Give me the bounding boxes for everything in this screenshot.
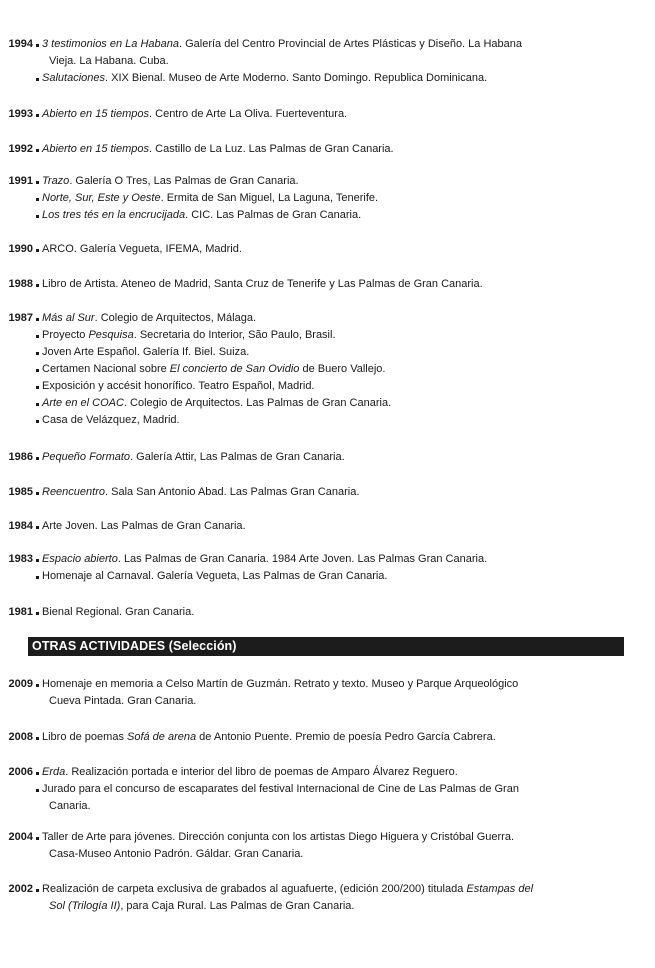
entry-item	[35, 395, 633, 412]
entry-item	[35, 207, 633, 224]
entry-year: 2004	[8, 831, 33, 843]
entry-year: 1983	[8, 553, 33, 565]
entry-item	[35, 141, 633, 158]
entry-items	[35, 551, 655, 585]
entry-year: 1988	[8, 278, 33, 290]
entry-items	[35, 604, 655, 621]
entry-year: 1986	[8, 451, 33, 463]
timeline-entry	[0, 518, 655, 535]
entry-item	[35, 676, 633, 710]
text-run: . CIC. Las Palmas de Gran Canaria.	[185, 209, 362, 221]
italic-title: Norte, Sur, Este y Oeste	[42, 192, 161, 204]
timeline-entry	[0, 764, 655, 815]
entry-items	[35, 173, 655, 224]
text-run: . Galería O Tres, Las Palmas de Gran Canaria.	[69, 175, 299, 187]
entry-items	[35, 729, 655, 746]
entry-item-continuation: Canaria.	[49, 800, 91, 812]
entry-year: 1981	[8, 606, 33, 618]
italic-title: Pequeño Formato	[42, 451, 131, 463]
entry-year: 1987	[8, 312, 33, 324]
text-run: ARCO. Galería Vegueta, IFEMA, Madrid.	[42, 243, 242, 255]
entry-items	[35, 518, 655, 535]
entry-item	[35, 276, 633, 293]
entry-year: 1991	[8, 175, 33, 187]
text-run: . Castillo de La Luz. Las Palmas de Gran Canaria.	[149, 143, 394, 155]
timeline-entry	[0, 729, 655, 746]
timeline-entry	[0, 36, 655, 87]
timeline-entry	[0, 829, 655, 863]
entry-items	[35, 310, 655, 429]
italic-title: Espacio abierto	[42, 553, 118, 565]
entry-item	[35, 70, 633, 87]
text-run: Libro de Artista. Ateneo de Madrid, Santa Cruz de Tenerife y Las Palmas de Gran Canaria.	[42, 278, 483, 290]
entry-year: 1984	[8, 520, 33, 532]
text-run: . Colegio de Arquitectos, Málaga.	[94, 312, 257, 324]
entry-item	[35, 781, 633, 815]
text-run: Proyecto	[42, 329, 89, 341]
text-run: . Sala San Antonio Abad. Las Palmas Gran Canaria.	[105, 486, 360, 498]
entry-item	[35, 829, 633, 863]
timeline-entry	[0, 106, 655, 123]
italic-title: Más al Sur	[42, 312, 95, 324]
entry-item	[35, 484, 633, 501]
entry-item-continuation	[42, 898, 633, 915]
italic-title: Sol (Trilogía II)	[49, 900, 121, 912]
timeline-entry	[0, 551, 655, 585]
text-run: , para Caja Rural. Las Palmas de Gran Canaria.	[120, 900, 355, 912]
entry-item	[35, 449, 633, 466]
entry-year: 1992	[8, 143, 33, 155]
entry-year: 1993	[8, 108, 33, 120]
entry-items	[35, 276, 655, 293]
timeline-entry	[0, 881, 655, 915]
italic-title: Trazo	[42, 175, 70, 187]
entry-item	[35, 361, 633, 378]
italic-title: 3 testimonios en La Habana	[42, 38, 179, 50]
text-run: Casa de Velázquez, Madrid.	[42, 414, 180, 426]
entry-item	[35, 327, 633, 344]
entry-year: 2006	[8, 766, 33, 778]
entry-item	[35, 310, 633, 327]
entry-year: 1990	[8, 243, 33, 255]
entry-year: 1994	[8, 38, 33, 50]
entry-items	[35, 141, 655, 158]
text-run: . Centro de Arte La Oliva. Fuerteventura.	[149, 108, 348, 120]
section-heading: OTRAS ACTIVIDADES (Selección)	[28, 637, 624, 656]
italic-title: Los tres tés en la encrucijada	[42, 209, 186, 221]
entry-year: 1985	[8, 486, 33, 498]
entry-item	[35, 412, 633, 429]
entry-item	[35, 881, 633, 915]
text-run: Joven Arte Español. Galería If. Biel. Suiza.	[42, 346, 250, 358]
entry-item	[35, 190, 633, 207]
entry-item	[35, 173, 633, 190]
timeline-entry	[0, 310, 655, 429]
entry-item	[35, 518, 633, 535]
entry-item-continuation: Cueva Pintada. Gran Canaria.	[49, 695, 197, 707]
text-run: Homenaje en memoria a Celso Martín de Guzmán. Retrato y texto. Museo y Parque Arqueológico	[42, 678, 519, 690]
text-run: Jurado para el concurso de escaparates del festival Internacional de Cine de Las Palmas de Gran	[42, 783, 519, 795]
italic-title: Abierto en 15 tiempos	[42, 143, 150, 155]
italic-title: Arte en el COAC	[42, 397, 124, 409]
text-run: Certamen Nacional sobre	[42, 363, 170, 375]
italic-title: Abierto en 15 tiempos	[42, 108, 150, 120]
italic-title: Sofá de arena	[127, 731, 197, 743]
entry-item	[35, 344, 633, 361]
text-run: . Ermita de San Miguel, La Laguna, Tenerife.	[160, 192, 379, 204]
entry-item-continuation: Casa-Museo Antonio Padrón. Gáldar. Gran Canaria.	[49, 848, 304, 860]
entry-items	[35, 829, 655, 863]
entry-items	[35, 36, 655, 87]
entry-items	[35, 241, 655, 258]
italic-title: Pesquisa	[88, 329, 134, 341]
timeline-entry	[0, 484, 655, 501]
entry-item	[35, 241, 633, 258]
text-run: Taller de Arte para jóvenes. Dirección conjunta con los artistas Diego Higuera y Cristóbal Guerra.	[42, 831, 515, 843]
entry-items	[35, 106, 655, 123]
text-run: Exposición y accésit honorífico. Teatro Español, Madrid.	[42, 380, 315, 392]
entry-item	[35, 604, 633, 621]
text-run: . XIX Bienal. Museo de Arte Moderno. Santo Domingo. Republica Dominicana.	[105, 72, 488, 84]
text-run: . Colegio de Arquitectos. Las Palmas de Gran Canaria.	[123, 397, 392, 409]
entry-items	[35, 449, 655, 466]
text-run: . Realización portada e interior del libro de poemas de Amparo Álvarez Reguero.	[65, 766, 458, 778]
text-run: . Secretaria do Interior, São Paulo, Brasil.	[133, 329, 336, 341]
timeline-entry	[0, 676, 655, 710]
timeline-entry	[0, 241, 655, 258]
timeline-entry	[0, 449, 655, 466]
text-run: Arte Joven. Las Palmas de Gran Canaria.	[42, 520, 246, 532]
timeline-entry	[0, 604, 655, 621]
italic-title: Reencuentro	[42, 486, 105, 498]
text-run: de Buero Vallejo.	[299, 363, 386, 375]
entry-item	[35, 378, 633, 395]
text-run: Realización de carpeta exclusiva de grabados al aguafuerte, (edición 200/200) titulada	[42, 883, 467, 895]
text-run: . Las Palmas de Gran Canaria. 1984 Arte Joven. Las Palmas Gran Canaria.	[117, 553, 488, 565]
entry-items	[35, 881, 655, 915]
text-run: . Galería del Centro Provincial de Artes Plásticas y Diseño. La Habana	[178, 38, 522, 50]
text-run: Libro de poemas	[42, 731, 127, 743]
italic-title: Estampas del	[466, 883, 534, 895]
entry-item	[35, 551, 633, 568]
entry-year: 2002	[8, 883, 33, 895]
entry-item	[35, 106, 633, 123]
text-run: de Antonio Puente. Premio de poesía Pedro García Cabrera.	[196, 731, 496, 743]
entry-items	[35, 676, 655, 710]
italic-title: El concierto de San Ovidio	[169, 363, 300, 375]
entry-year: 2008	[8, 731, 33, 743]
entry-item-continuation: Vieja. La Habana. Cuba.	[49, 55, 169, 67]
text-run: . Galería Attir, Las Palmas de Gran Canaria.	[130, 451, 345, 463]
italic-title: Erda	[42, 766, 66, 778]
timeline-entry	[0, 276, 655, 293]
entry-item	[35, 568, 633, 585]
entry-item	[35, 36, 633, 70]
entry-items	[35, 764, 655, 815]
text-run: Homenaje al Carnaval. Galería Vegueta, Las Palmas de Gran Canaria.	[42, 570, 388, 582]
entry-year: 2009	[8, 678, 33, 690]
timeline-entry	[0, 173, 655, 224]
entry-items	[35, 484, 655, 501]
entry-item	[35, 729, 633, 746]
italic-title: Salutaciones	[42, 72, 105, 84]
text-run: Bienal Regional. Gran Canaria.	[42, 606, 195, 618]
timeline-entry	[0, 141, 655, 158]
entry-item	[35, 764, 633, 781]
